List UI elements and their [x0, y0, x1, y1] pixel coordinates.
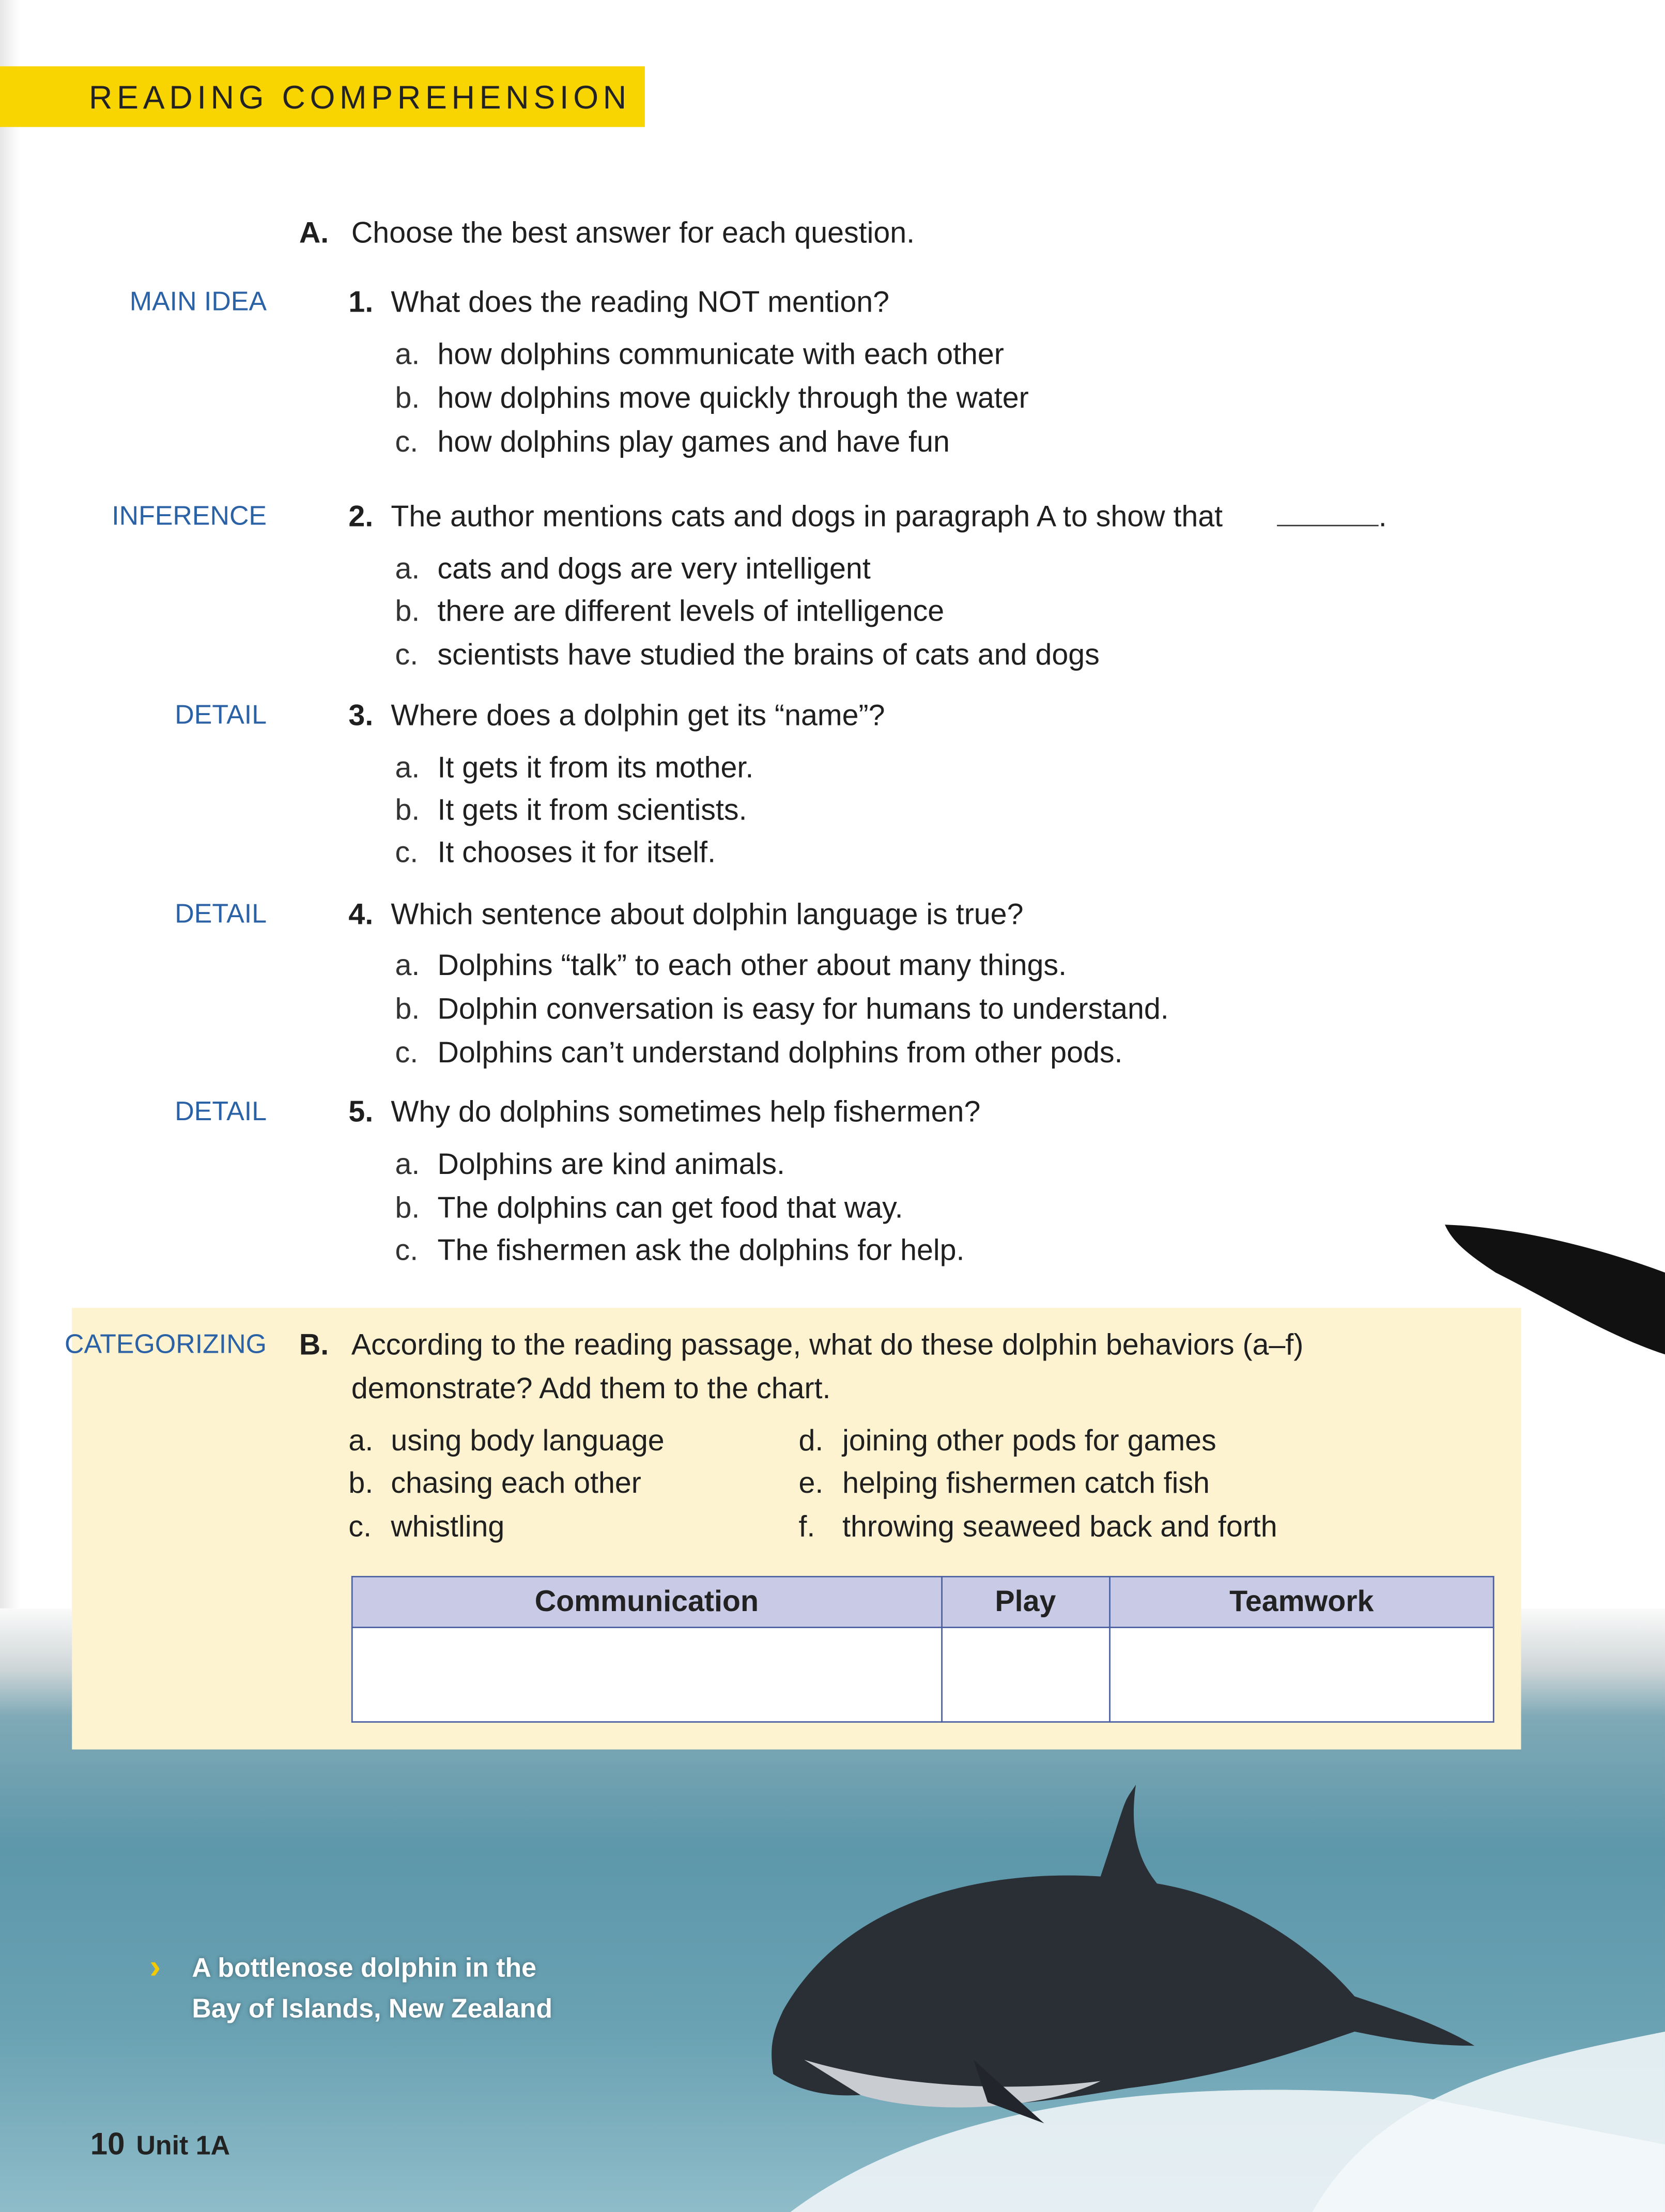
- caption-line: A bottlenose dolphin in the: [192, 1954, 537, 1984]
- question-text: What does the reading NOT mention?: [391, 286, 890, 319]
- section-b-letter: B.: [299, 1329, 329, 1362]
- question-number: 4.: [348, 899, 374, 932]
- page-number: 10: [90, 2126, 125, 2162]
- behavior-letter: b.: [348, 1467, 374, 1500]
- answer-blank[interactable]: [1266, 501, 1386, 535]
- option-text: It gets it from scientists.: [437, 794, 747, 827]
- option-text: scientists have studied the brains of cats and dogs: [437, 639, 1100, 672]
- question-number: 1.: [348, 286, 374, 319]
- behavior-text: joining other pods for games: [842, 1425, 1216, 1458]
- question-number: 5.: [348, 1096, 374, 1129]
- option-text: how dolphins play games and have fun: [437, 426, 950, 459]
- chart-header-communication: Communication: [352, 1576, 941, 1627]
- behavior-text: throwing seaweed back and forth: [842, 1511, 1277, 1544]
- chart-header-play: Play: [941, 1576, 1109, 1627]
- option-letter: c.: [395, 639, 419, 672]
- skill-label: DETAIL: [175, 701, 267, 731]
- option-text: Dolphins “talk” to each other about many things.: [437, 949, 1067, 982]
- skill-label: MAIN IDEA: [129, 288, 267, 318]
- section-a-instruction: Choose the best answer for each question.: [351, 217, 915, 250]
- page-footer: [90, 2126, 230, 2163]
- chevron-right-icon: ›: [149, 1948, 161, 1987]
- section-b-instruction: demonstrate? Add them to the chart.: [351, 1372, 831, 1405]
- behavior-letter: d.: [798, 1425, 824, 1458]
- option-letter: c.: [395, 837, 419, 869]
- option-letter: b.: [395, 382, 420, 415]
- option-letter: b.: [395, 595, 420, 628]
- option-letter: a.: [395, 1148, 420, 1181]
- chart-cell-play[interactable]: [941, 1628, 1109, 1722]
- caption-line: Bay of Islands, New Zealand: [192, 1994, 553, 2025]
- option-letter: a.: [395, 338, 420, 372]
- behavior-text: whistling: [391, 1511, 505, 1544]
- question-number: 3.: [348, 700, 374, 733]
- option-text: The fishermen ask the dolphins for help.: [437, 1234, 965, 1267]
- chart-header-teamwork: Teamwork: [1109, 1576, 1493, 1627]
- section-a-letter: A.: [299, 217, 329, 250]
- skill-label: INFERENCE: [112, 502, 267, 532]
- option-text: Dolphins can’t understand dolphins from other pods.: [437, 1037, 1123, 1070]
- option-letter: b.: [395, 794, 420, 827]
- question-end: .: [1378, 501, 1387, 534]
- option-text: there are different levels of intelligence: [437, 595, 945, 628]
- question-text: The author mentions cats and dogs in paragraph A to show that: [391, 501, 1223, 534]
- option-letter: c.: [395, 426, 419, 459]
- option-letter: b.: [395, 993, 420, 1026]
- behavior-letter: f.: [798, 1511, 815, 1544]
- unit-label: Unit 1A: [136, 2131, 230, 2162]
- option-text: It chooses it for itself.: [437, 837, 716, 869]
- section-banner: [0, 66, 645, 127]
- chart-cell-communication[interactable]: [352, 1628, 941, 1722]
- behavior-text: chasing each other: [391, 1467, 641, 1500]
- chart-cell-teamwork[interactable]: [1109, 1628, 1493, 1722]
- option-letter: b.: [395, 1192, 420, 1225]
- option-letter: a.: [395, 752, 420, 785]
- section-b-instruction: According to the reading passage, what do these dolphin behaviors (a–f): [351, 1329, 1304, 1362]
- banner-title: READING COMPREHENSION: [89, 79, 631, 116]
- option-text: Dolphin conversation is easy for humans to understand.: [437, 993, 1169, 1026]
- option-text: The dolphins can get food that way.: [437, 1192, 903, 1225]
- behavior-text: helping fishermen catch fish: [842, 1467, 1210, 1500]
- option-letter: a.: [395, 949, 420, 982]
- behavior-letter: a.: [348, 1425, 374, 1458]
- option-letter: a.: [395, 553, 420, 586]
- behavior-letter: c.: [348, 1511, 372, 1544]
- question-text: Which sentence about dolphin language is true?: [391, 899, 1024, 932]
- category-chart: [351, 1576, 1494, 1723]
- question-number: 2.: [348, 501, 374, 534]
- option-text: It gets it from its mother.: [437, 752, 754, 785]
- question-text: Why do dolphins sometimes help fishermen?: [391, 1096, 981, 1129]
- option-text: Dolphins are kind animals.: [437, 1148, 785, 1181]
- skill-label-categorizing: CATEGORIZING: [65, 1330, 267, 1360]
- option-text: how dolphins move quickly through the water: [437, 382, 1029, 415]
- behavior-text: using body language: [391, 1425, 665, 1458]
- option-letter: c.: [395, 1037, 419, 1070]
- option-text: cats and dogs are very intelligent: [437, 553, 871, 586]
- option-text: how dolphins communicate with each other: [437, 338, 1004, 372]
- question-text: Where does a dolphin get its “name”?: [391, 700, 885, 733]
- behavior-letter: e.: [798, 1467, 824, 1500]
- skill-label: DETAIL: [175, 900, 267, 930]
- option-letter: c.: [395, 1234, 419, 1267]
- photo-caption: [192, 1948, 552, 2030]
- skill-label: DETAIL: [175, 1097, 267, 1127]
